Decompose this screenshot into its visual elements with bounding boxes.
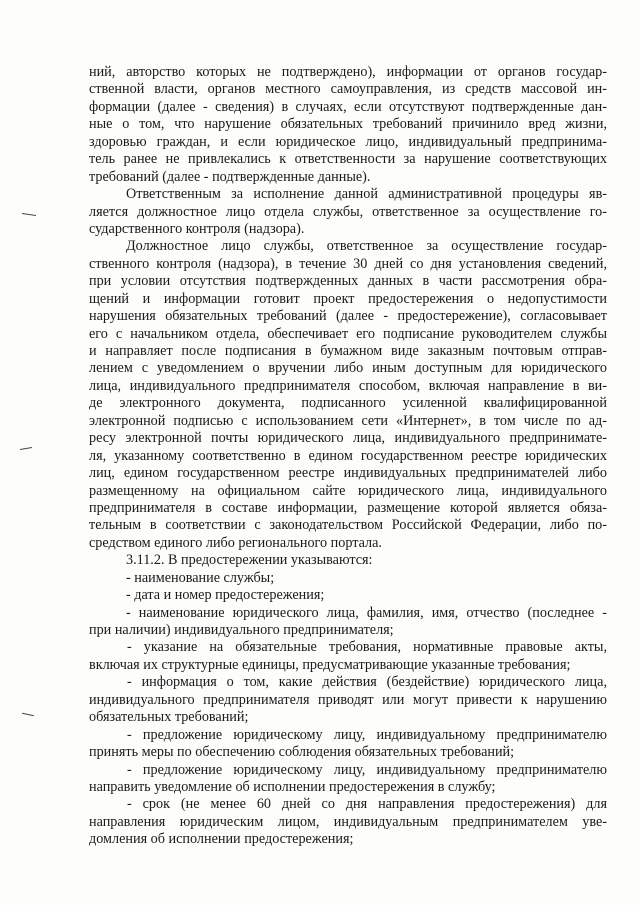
text-line: лением с уведомлением о вручении либо иным доступным для юридического [89,360,607,377]
text-line: средством единого либо регионального портала. [89,534,382,551]
paragraph-official [89,238,607,552]
text-line: при наличии) индивидуального предпринимателя; [89,622,394,638]
text-line: сударственного контроля (надзора). [89,220,305,237]
text-line: лица, индивидуального предпринимателя способом, включая направление в ви- [89,377,607,394]
text-line: - дата и номер предостережения; [126,587,325,604]
item-proposal-measures [89,727,607,762]
text-line: - наименование юридического лица, фамилия, имя, отчество (последнее - [126,604,607,621]
text-line: - предложение юридическому лицу, индивидуальному предпринимателю [127,726,607,743]
text-line: ственной власти, органов местного самоуправления, из средств массовой ин- [89,81,607,98]
text-line: - указание на обязательные требования, нормативные правовые акты, [127,639,607,656]
text-line: электронной подписью с использованием сети «Интернет», в том числе по ад- [89,412,607,429]
text-line: здоровью граждан, и если юридическое лицо, индивидуальный предпринима- [89,133,607,150]
text-line: индивидуального предпринимателя приводят или могут привести к нарушению [89,691,607,708]
text-line: лиц, едином государственном реестре индивидуальных предпринимателей либо [89,465,607,482]
document-page [89,64,607,849]
text-line: принять меры по обеспечению соблюдения обязательных требований; [89,744,515,761]
text-line: направить уведомление об исполнении предостережения в службу; [89,778,496,795]
text-line: ля, указанному соответственно в едином государственном реестре юридических [89,447,607,464]
text-line: и направляет после подписания в бумажном виде заказным почтовым отправ- [89,343,607,359]
text-line: 3.11.2. В предостережении указываются: [126,552,373,569]
text-line: ний, авторство которых не подтверждено), информации от органов государ- [89,64,607,80]
text-line: ляется должностное лицо отдела службы, ответственное за осуществление го- [89,203,607,220]
text-line: - наименование службы; [126,569,275,586]
text-line: формации (далее - сведения) в случаях, если отсутствуют подтвержденные дан- [89,98,607,115]
text-line: при условии отсутствия подтвержденных данных в части рассмотрения обра- [89,273,607,290]
text-line: - информация о том, какие действия (бездействие) юридического лица, [127,674,607,691]
item-actions [89,674,607,726]
margin-mark [22,713,34,716]
item-date-number [89,587,607,604]
text-line: нарушения обязательных требований (далее - предостережение), согласовывает [89,308,607,325]
text-line: тель ранее не привлекались к ответственности за нарушение соответствующих [89,151,607,168]
paragraph-responsible [89,186,607,238]
text-line: тельным в соответствии с законодательством Российской Федерации, либо по- [89,517,607,534]
text-line: Ответственным за исполнение данной административной процедуры яв- [126,186,607,203]
text-line: направления юридическим лицом, индивидуальным предпринимателем уве- [89,813,607,830]
text-line: ные о том, что нарушение обязательных требований причинило вред жизни, [89,116,607,133]
paragraph-sources [89,64,607,186]
text-line: обязательных требований; [89,709,249,726]
clause-3-11-2-heading [89,552,607,569]
item-deadline [89,796,607,848]
text-line: включая их структурные единицы, предусматривающие указанные требования; [89,656,571,673]
text-line: требований (далее - подтвержденные данные). [89,168,371,185]
text-line: Должностное лицо службы, ответственное за осуществление государ- [126,238,607,255]
text-line: предпринимателя в составе информации, размещение которой является обяза- [89,499,607,516]
item-entity-name [89,605,607,640]
text-line: домления об исполнении предостережения; [89,831,354,848]
text-line: - предложение юридическому лицу, индивидуальному предпринимателю [127,761,607,778]
text-line: ственного контроля (надзора), в течение 30 дней со дня установления сведений, [89,255,607,272]
item-requirements [89,639,607,674]
margin-mark [22,213,36,216]
margin-mark [20,447,32,450]
text-line: де электронного документа, подписанного усиленной квалифицированной [89,395,607,412]
text-line: щений и информации готовит проект предостережения о недопустимости [89,290,607,307]
text-line: ресу электронной почты юридического лица, индивидуального предпринимате- [89,430,607,447]
item-service-name [89,570,607,587]
item-proposal-notice [89,762,607,797]
text-line: - срок (не менее 60 дней со дня направления предостережения) для [127,796,607,813]
text-line: размещенному на официальном сайте юридического лица, индивидуального [89,482,607,499]
text-line: его с начальником отдела, обеспечивает его подписание руководителем службы [89,325,607,342]
